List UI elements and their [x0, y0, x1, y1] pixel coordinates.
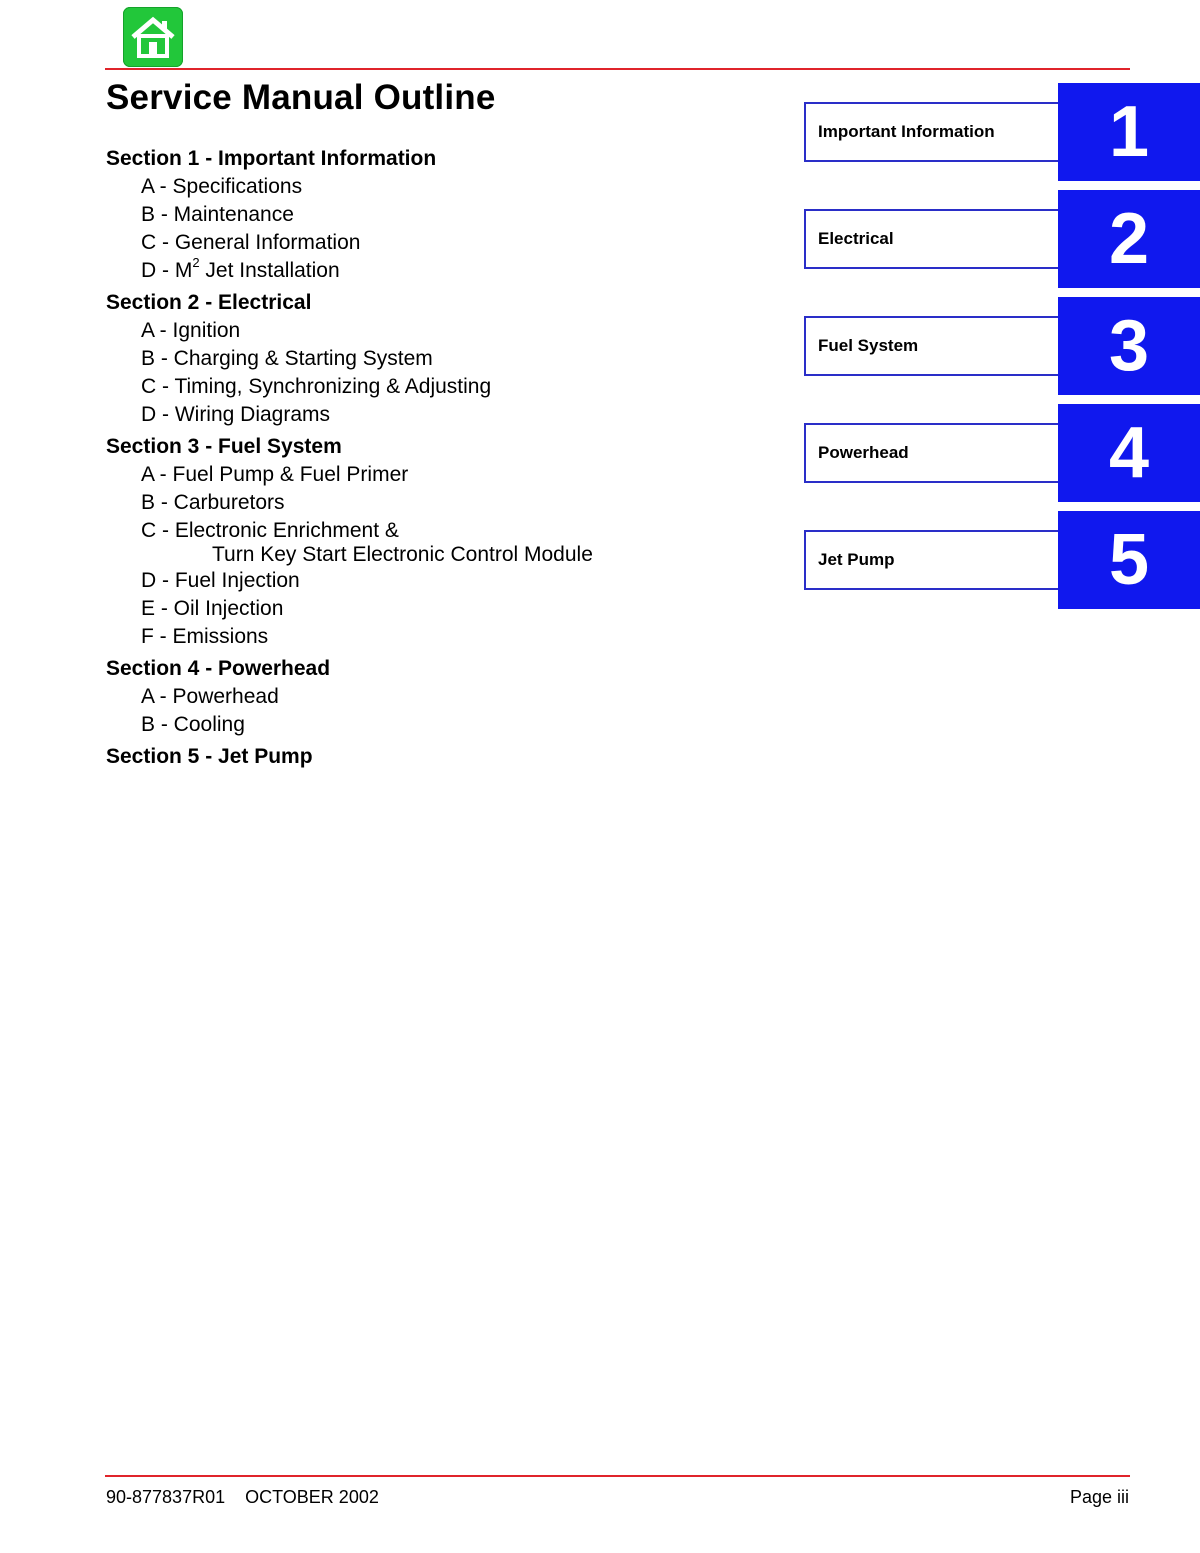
- section-tab-1[interactable]: [804, 83, 1200, 181]
- item-text: Jet Installation: [199, 259, 340, 282]
- page-title: Service Manual Outline: [106, 78, 496, 117]
- outline-item[interactable]: B - Charging & Starting System: [141, 347, 433, 370]
- page-number: Page iii: [1069, 1487, 1129, 1507]
- outline-item[interactable]: A - Powerhead: [141, 685, 279, 708]
- item-continuation: Turn Key Start Electronic Control Module: [212, 543, 593, 566]
- section-3-heading[interactable]: Section 3 - Fuel System: [106, 435, 342, 458]
- outline-item[interactable]: B - Carburetors: [141, 491, 285, 514]
- tab-number: 5: [1058, 511, 1200, 609]
- superscript: 2: [192, 255, 200, 270]
- tab-number: 1: [1058, 83, 1200, 181]
- outline-item[interactable]: C - General Information: [141, 231, 361, 254]
- outline-item[interactable]: E - Oil Injection: [141, 597, 284, 620]
- tab-number: 3: [1058, 297, 1200, 395]
- section-tab-2[interactable]: [804, 190, 1200, 288]
- outline-item[interactable]: C - Timing, Synchronizing & Adjusting: [141, 375, 492, 398]
- item-text: D - M: [141, 259, 193, 282]
- outline-list: [106, 145, 746, 771]
- tab-label: Powerhead: [804, 423, 1060, 483]
- outline-item[interactable]: A - Fuel Pump & Fuel Primer: [141, 463, 409, 486]
- footer-info: [106, 1487, 379, 1508]
- tab-label: Jet Pump: [804, 530, 1060, 590]
- outline-item[interactable]: A - Ignition: [141, 319, 241, 342]
- item-text: C - Electronic Enrichment &: [141, 519, 399, 542]
- home-icon: [129, 15, 177, 59]
- section-tab-5[interactable]: [804, 511, 1200, 609]
- tab-label: Important Information: [804, 102, 1060, 162]
- section-2-heading[interactable]: Section 2 - Electrical: [106, 291, 312, 314]
- tab-label: Fuel System: [804, 316, 1060, 376]
- outline-item-m2-jet[interactable]: [106, 257, 746, 285]
- doc-number: 90-877837R01: [106, 1487, 226, 1507]
- section-tab-3[interactable]: [804, 297, 1200, 395]
- outline-item[interactable]: F - Emissions: [141, 625, 269, 648]
- outline-item[interactable]: A - Specifications: [141, 175, 303, 198]
- footer-rule: [105, 1475, 1130, 1477]
- outline-item[interactable]: B - Maintenance: [141, 203, 294, 226]
- outline-item-enrichment[interactable]: [106, 517, 746, 567]
- section-5-heading[interactable]: Section 5 - Jet Pump: [106, 745, 313, 768]
- tab-number: 4: [1058, 404, 1200, 502]
- tab-label: Electrical: [804, 209, 1060, 269]
- outline-item[interactable]: D - Wiring Diagrams: [141, 403, 331, 426]
- outline-item[interactable]: B - Cooling: [141, 713, 245, 736]
- tab-number: 2: [1058, 190, 1200, 288]
- outline-item[interactable]: D - Fuel Injection: [141, 569, 300, 592]
- section-1-heading[interactable]: Section 1 - Important Information: [106, 147, 437, 170]
- section-tab-4[interactable]: [804, 404, 1200, 502]
- section-4-heading[interactable]: Section 4 - Powerhead: [106, 657, 331, 680]
- header-rule: [105, 68, 1130, 70]
- home-button[interactable]: [123, 7, 183, 67]
- doc-date: OCTOBER 2002: [245, 1487, 379, 1507]
